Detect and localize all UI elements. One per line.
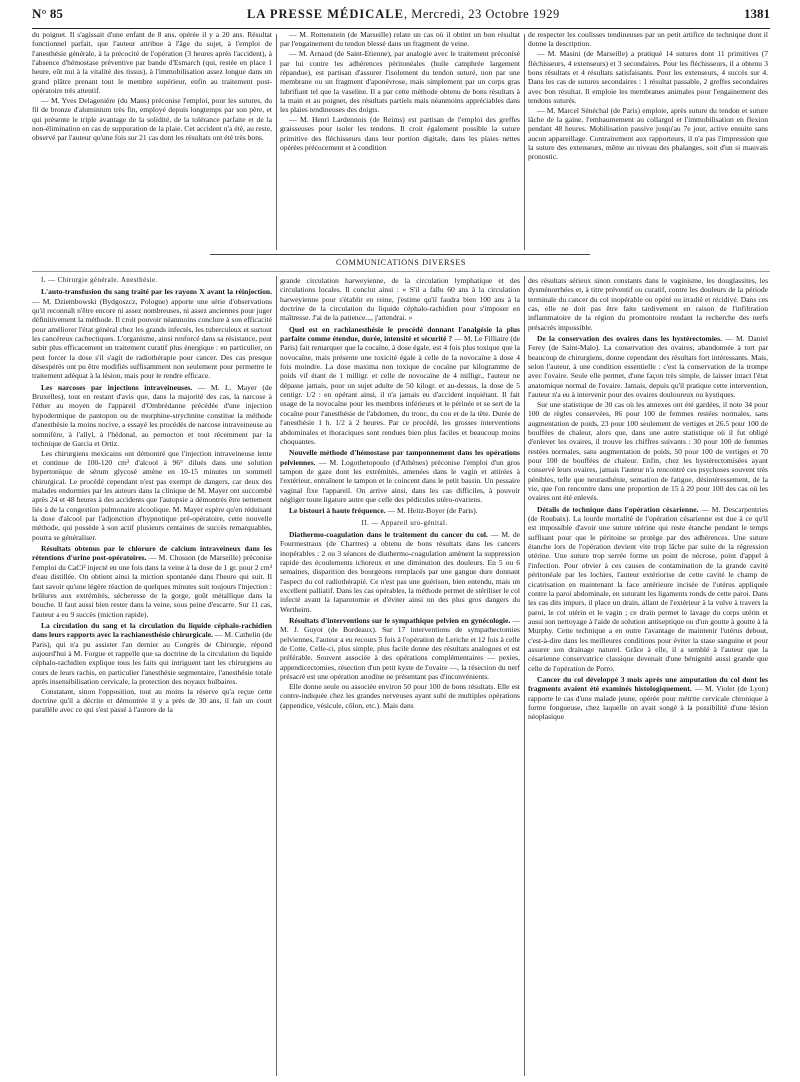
paragraph-text: Elle donne seule ou associée environ 50 pour 100 de bons résultats. Elle est contre-indiquée chez les grandes nerveuses ayant subi de multiples opérations (appendice, vésicule, côlon, etc.). Mais dans (280, 681, 520, 710)
paragraph (280, 682, 520, 710)
paragraph (280, 448, 520, 504)
journal-masthead (247, 7, 560, 22)
paragraph (32, 544, 272, 619)
paragraph (528, 675, 768, 722)
paragraph-heading: Cancer du col développé 3 mois après une amputation du col dont les fragments avaient été examinés histologiquement. (528, 674, 768, 694)
paragraph-heading: Nouvelle méthode d'hémostase par tamponnement dans les opérations pelviennes. (280, 448, 520, 467)
paragraph-text: — M. Chosson (de Marseille) préconise l'emploi du CaCl² injecté en une fois dans la veine à la dose de 1 gr. pour 2 cm³ d'eau distillée. On obtient ainsi la miction spontanée dans l'heure qui suit. Il faut savoir qu'une légère réaction de quelques minutes suit toujours l'injection : brûlures aux extrémités, sécheresse de la gorge, goût métallique dans la bouche. Il faut aussi bien rester dans la veine, sous peine d'escarre. Sur 11 cas, l'auteur a eu 9 succès (miction rapide). (32, 553, 272, 619)
paragraph-heading: La circulation du sang et la circulation du liquide céphalo-rachidien dans leurs rapports avec la rachianesthésie chirurgicale. (32, 620, 272, 640)
paragraph-text: — M. Violet (de Lyon) rapporte le cas d'une malade jeune, opérée pour métrite cervicale chronique à forme fongueuse, chez laquelle on avait songé à la possibilité d'une lésion néoplasique (528, 684, 768, 722)
column-divider (276, 276, 277, 1076)
issue-date: , Mercredi, 23 Octobre 1929 (403, 7, 560, 21)
paragraph-text: des résultats sérieux sinon constants dans le vaginisme, les douglassites, les dysménorrhées et, à titre préventif ou curatif, contre les douleurs de la période terminale du cancer du col inopérable ou opéré ou irradié et récidivé. Dans ces cas, elle ne doit pas être faite tardivement en raison de l'infiltration inflammatoire de la région du promontoire rendant la recherche des nerfs présacrés impossible. (528, 276, 768, 332)
journal-title: LA PRESSE MÉDICALE (247, 7, 404, 21)
paragraph (280, 276, 520, 323)
paragraph-text: — M. Cathelin (de Paris), qui n'a pu assister l'an dernier au Congrès de Chirurgie, répond aujourd'hui à M. Forgue et rappelle que sa doctrine de la circulation du liquide céphalo-rachidien explique tous les faits qui intriguent tant les chirurgiens au cours de leurs rachis, en particulier l'anesthésie segmentaire, l'anesthésie totale après insensibilisation cervicale, la protection des noyaux bulbaires. (32, 630, 272, 686)
paragraph: — M. Rottenstein (de Marseille) relate un cas où il obtint un bon résultat par l'engainement du tendon blessé dans un fragment de veine. (280, 30, 520, 49)
paragraph-text: Constatant, sinon l'opposition, tout au moins la réserve qu'a reçue cette doctrine qu'il a décrite et démontrée il y a près de 30 ans, il fait un court parallèle avec ce qui s'est passé à l'aurore de la (32, 686, 272, 715)
paragraph: de respecter les coulisses tendineuses par un petit artifice de technique dont il donne la description. (528, 30, 768, 49)
paragraph (32, 449, 272, 542)
paragraph-text: — M. Dziembowski (Bydgoszcz, Pologne) apporte une série d'observations qu'il reconnaît n'être encore ni assez nombreuses, ni assez anciennes pour juger définitivement la méthode. Il croit pouvoir néanmoins conclure à son efficacité pour améliorer l'état général chez les grands infectés, les tuberculeux et surtout les cancéreux cachectiques. L'organisme, ainsi renforcé dans sa résistance, peut subir plus efficacement un traitement curatif plus énergique : en particulier, on peut forcer la dose s'il s'agit de radiothérapie pour cancer. Des cas presque désespérés ont pu être modifiés suffisamment non seulement pour permettre le traitement adéquat à la lésion, mais pour le rendre efficace. (32, 296, 272, 381)
paragraph (528, 400, 768, 503)
paragraph-text: Sur une statistique de 30 cas où les annexes ont été gardées, il note 34 pour 100 de règles conservées, 86 pour 100 de femmes restées normales, sans augmentation de poids, 23 pour 100 seulement de vertiges et 26.5 pour 100 de bouffées de chaleur, alors que, dans une autre statistique où il fut obligé d'enlever les ovaires, il trouve les chiffres suivants : 30 pour 100 de femmes restées normales, sans augmentation de poids, 50 pour 100 de vertiges et 70 pour 100 de bouffées de chaleur. Enfin, chez les hystérectomisées ayant conservé leurs ovaires, jamais l'auteur n'a rencontré ces psychoses souvent très pénibles, telle que neurasthénie, sensation de fatigue, désintéressement, de la vie, que l'on rencontre dans une proportion de 15 à 20 pour 100 des cas où les ovaires ont été enlevés. (528, 399, 768, 503)
paragraph-text: — M. Logothetopoulo (d'Athènes) préconise l'emploi d'un gros tampon de gaze dont les extrémités, amenées dans le vagin et attirées à l'extérieur, entraînent le tampon et le coincent dans le petit bassin. Un pessaire vaginal fixe l'appareil. On arrive ainsi, dans les cas difficiles, à pouvoir négliger toute ligature autre que celle des pédicules utéro-ovariens. (280, 457, 520, 504)
top-columns (32, 30, 770, 252)
section-heading: I. — Chirurgie générale. Anesthésie. (41, 276, 158, 284)
paragraph-text: — M. Descarpentries (de Roubaix). La lourde mortalité de l'opération césarienne est due à ce qu'il est impossible d'avoir une suture utérine qui reste étanche pendant le temps suffisant pour que le péritoine se protège par des adhérences. Une suture étanche lors de l'opération devient vite trop lâche par suite de la régression utérine. Une suture trop serrée forme un point de nécrose, point d'appel à l'infection. Pour obvier à ces causes de contamination de la grande cavité péritonéale par les lochies, l'auteur extériorise de cette cavité le champ de cicatrisation en maintenant la face antérieure incisée de l'utérus appliquée contre la paroi abdominale, en suturant les ligaments ronds de cette paroi. Dans les cas dits impurs, il place un drain, allant de l'extérieur à la vulve à travers la paroi, le col utérin et le vagin ; ce drain permet le lavage du corps utérin et aussi son nettoyage à l'aide de solution antiseptique ou d'un goutte à goutte à la Murphy. Cette technique a en outre l'avantage de maintenir l'utérus debout, c'est-à-dire dans les meilleures conditions pour éviter la stase sanguine et pour assurer son drainage naturel. Grâce à elle, il a semblé à l'auteur que la césarienne conservatrice classique devenait d'une bénignité aussi grande que celle de l'opération de Porro. (528, 504, 768, 673)
paragraph (280, 616, 520, 681)
paragraph: — M. Masini (de Marseille) a pratiqué 14 sutures dont 11 primitives (7 fléchisseurs, 4 extenseurs) et 3 secondaires. Pour les fléchisseurs, il a obtenu 3 bons résultats et 4 résultats satisfaisants. Pour les extenseurs, 4 succès sur 4. Dans les cas de sutures secondaires : 1 résultat passable, 2 greffes secondaires avec bon résultat. Il emploie les membranes animales pour l'engainement des tendons suturés. (528, 49, 768, 105)
paragraph-text: grande circulation harweyienne, de la circulation lymphatique et des circulations locales. Il conclut ainsi : « S'il a fallu 60 ans à la circulation harweyienne pour s'établir en reine, j'estime qu'il faudra bien 100 ans à la doctrine de la circulation du liquide céphalo-rachidien pour s'imposer en maîtresse. J'ai de la patience..., j'attendrai. » (280, 276, 520, 323)
section-rule-lower (32, 271, 770, 272)
top-column-2 (280, 30, 520, 252)
paragraph (280, 530, 520, 614)
paragraph (32, 287, 272, 380)
bottom-column-3 (528, 276, 768, 1076)
top-column-3 (528, 30, 768, 252)
paragraph-heading: Les narcoses par injections intraveineuses. (41, 382, 193, 392)
paragraph-heading: Quel est en rachianesthésie le procédé donnant l'analgésie la plus parfaite comme étendue, durée, intensité et sécurité ? (280, 324, 520, 344)
paragraph-text: — M. J. Guyot (de Bordeaux). Sur 17 interventions de sympathectomies pelviennes, l'auteur a eu recours 5 fois à l'opération de Leriche et 12 fois à celle de Cotte. Celle-ci, plus simple, plus facile donne des résultats analogues et est préférable. Souvent associée à des opérations complémentaires — pexies, appendicectomies, résection d'un petit kyste de l'ovaire —, la résection du nerf présacré est une opération anodine ne présentant pas d'inconvénients. (280, 616, 520, 682)
bottom-columns (32, 276, 770, 1076)
top-column-1 (32, 30, 272, 252)
paragraph: — M. Marcel Sénéchal (de Paris) emploie, après suture du tendon et suture lâche de la gaine, l'embaumement au collargol et l'immobilisation en flexion pendant 48 heures. Mobilisation passive jusqu'au 7e jour, active ensuite sans aucun appareillage. Contrairement aux rapporteurs, il n'a pas l'impression que la suture des extenseurs, même au niveau des phalanges, soit d'un si mauvais pronostic. (528, 105, 768, 162)
paragraph (528, 334, 768, 399)
column-divider (524, 276, 525, 1076)
issue-number: N° 85 (32, 6, 63, 21)
paragraph-heading: Diathermo-coagulation dans le traitement du cancer du col. (289, 529, 488, 539)
paragraph-heading: Résultats d'interventions sur le sympathique pelvien en gynécologie. (289, 616, 511, 626)
paragraph-heading: Détails de technique dans l'opération césarienne. (537, 504, 699, 514)
paragraph (280, 325, 520, 446)
paragraph-heading: Le bistouri à haute fréquence. (289, 506, 386, 516)
paragraph-text: — M. Le Filliatre (de Paris) fait remarquer que la cocaïne, à dose égale, est 4 fois plus toxique que la novocaïne, mais présente une toxicité égale à celle de la novocaïne à dose 4 fois moindre. La dose maxima non toxique de cocaïne par kilogramme de poids vif étant de 1 milligr. et celle de novocaïne de 4 milligr., l'auteur ne dépasse jamais, pour un sujet adulte de 50 kilogr. et au-dessus, la dose de 5 centigr. 1/2 : en opérant ainsi, il n'a jamais eu d'accident inquiétant. Il fait usage de la novocaïne pour les membres inférieurs et le périnée et se sert de la cocaïne pour l'anesthésie de l'abdomen, du tronc, du cou et de la tête. Durée de l'anesthésie 1 h. 1/2 à 2 heures. Par ce procédé, les grosses interventions abdominales et thoraciques sont rendues bien plus faciles et beaucoup moins choquantes. (280, 334, 520, 446)
paragraph: — M. Yves Delagenière (du Mans) préconise l'emploi, pour les sutures, du fil de bronze d'aluminium très fin, employé depuis longtemps par son père, et qui présente le triple avantage de la solidité, de la tolérance parfaite et de la non-élimination en cas de suppuration de la plaie. Cet accident n'a été, au reste, observé par l'auteur qu'une fois sur 21 cas dont les résultats ont été très bons. (32, 95, 272, 143)
paragraph-heading: De la conservation des ovaires dans les hystérectomies. (537, 334, 722, 344)
page-number: 1381 (743, 6, 770, 21)
paragraph-text: — M. Daniel Ferey (de Saint-Malo). La conservation des ovaires, abandonnée à tort par beaucoup de chirurgiens, donne cependant des résultats fort intéressants. Mais, selon l'auteur, à une condition essentielle : c'est la conservation de la trompe avec l'ovaire. Seule elle permet, d'une façon très simple, de laisser intact l'état anatomique normal de l'ovaire. Jamais, depuis qu'il pratique cette intervention, l'auteur n'a eu à intervenir pour des ovaires douloureux ou kystiques. (528, 334, 768, 400)
paragraph (32, 621, 272, 686)
paragraph (280, 506, 520, 515)
paragraph (32, 687, 272, 715)
paragraph-text: — M. de Fourmestraux (de Chartres) a obtenu de bons résultats dans les cancers inopérables : 2 ou 3 séances de diathermo-coagulation amènent la suppression rapide des écoulements ichoreux et une diminution des douleurs. En 5 ou 6 semaines, disparition des bourgeons remplacés par une gangue dure donnant l'aspect du col radiothérapié. Ce n'est pas une guérison, bien entendu, mais un excellent palliatif. Dans les cas opérables, la méthode permet de stériliser le col infecté avant la laparotomie et d'éviter ainsi un des plus gros dangers du Wertheim. (280, 529, 520, 614)
paragraph: — M. Arnaud (de Saint-Etienne), par analogie avec le traitement préconisé par lui contre les adhérences péritonéales (huile camphrée largement répandue), est partisan d'assurer l'isolement du tendon suturé, non par une membrane ou un fragment d'aponévrose, mais simplement par un corps gras lubrifiant tel que la vaseline. Il a par cette méthode obtenu de bons résultats à la main et au poignet, des résultats partiels mais néanmoins appréciables dans les plaies tendineuses des doigts. (280, 49, 520, 115)
paragraph-text: — M. L. Mayer (de Bruxelles), tout en restant d'avis que, dans la majorité des cas, la narcose à l'éther au moyen de l'appareil d'Ombrédanne précédée d'une injection hypodermique de pantopon ou de morphine-strychnine constitue la méthode d'anesthésie la moins nocive, a essayé les procédés de narcose intraveineuse au somnifère, à l'allyl, à l'hédonal, au pernocton et tout récemment par la technique de Garcia et Ortiz. (32, 382, 272, 448)
paragraph-heading: L'auto-transfusion du sang traité par les rayons X avant la réinjection. (41, 287, 272, 297)
page-header (32, 6, 770, 29)
column-divider (524, 34, 525, 250)
paragraph (32, 383, 272, 448)
paragraph-heading: Résultats obtenus par le chlorure de calcium intraveineux dans les rétentions d'urine post-opératoires. (32, 544, 272, 563)
section-title: COMMUNICATIONS DIVERSES (335, 258, 467, 267)
paragraph-text: Les chirurgiens mexicains ont démontré que l'injection intraveineuse lente et continue de 100-120 cm³ d'alcool à 96° dilués dans une solution hypertonique de sérum glycosé amène en 10-15 minutes un sommeil chirurgical. Le procédé cependant n'est pas exempt de dangers, car deux des malades endormies par les auteurs dans la clinique de M. Mayer ont succombé après 24 et 48 heures à des accidents que l'autopsie a démontrés être nettement liés à de la congestion pulmonaire alcoolique. M. Mayer espère qu'en réduisant la dose d'alcool par l'adjonction d'hypnotique pré-opératoire, cette nouvelle méthode, qui possède à son actif plusieurs centaines de succès remarquables, pourra se généraliser. (32, 448, 272, 542)
paragraph: — M. Henri Lardennois (de Reims) est partisan de l'emploi des greffes graisseuses pour isoler les tendons. Il croit également possible la suture primitive des fléchisseurs dans leur portion digitale, dans les plaies nettes opérées précocement et à condition (280, 115, 520, 153)
paragraph-text: — M. Heitz-Boyer (de Paris). (385, 506, 478, 516)
bottom-column-2 (280, 276, 520, 1076)
paragraph (528, 505, 768, 673)
column-divider (276, 34, 277, 250)
paragraph (528, 276, 768, 332)
paragraph: du poignet. Il s'agissait d'une enfant de 8 ans, opérée il y a 20 ans. Résultat fonctionnel parfait, que l'auteur attribue à l'âge du sujet, à l'emploi de l'anesthésie générale, à la précocité de l'opération (3 heures après l'accident), à l'absence d'hémostase préventive par bande d'Esmarch (qui, restée en place 1 heure, eût nui à la vitalité des tissus), à l'immobilisation assez longue dans un grand plâtre prenant tout le membre supérieur, enfin au traitement post-opératoire très attentif. (32, 30, 272, 96)
section-rule (210, 254, 590, 255)
bottom-column-1 (32, 276, 272, 1076)
section-heading: II. — Appareil uro-génital. (361, 518, 448, 527)
